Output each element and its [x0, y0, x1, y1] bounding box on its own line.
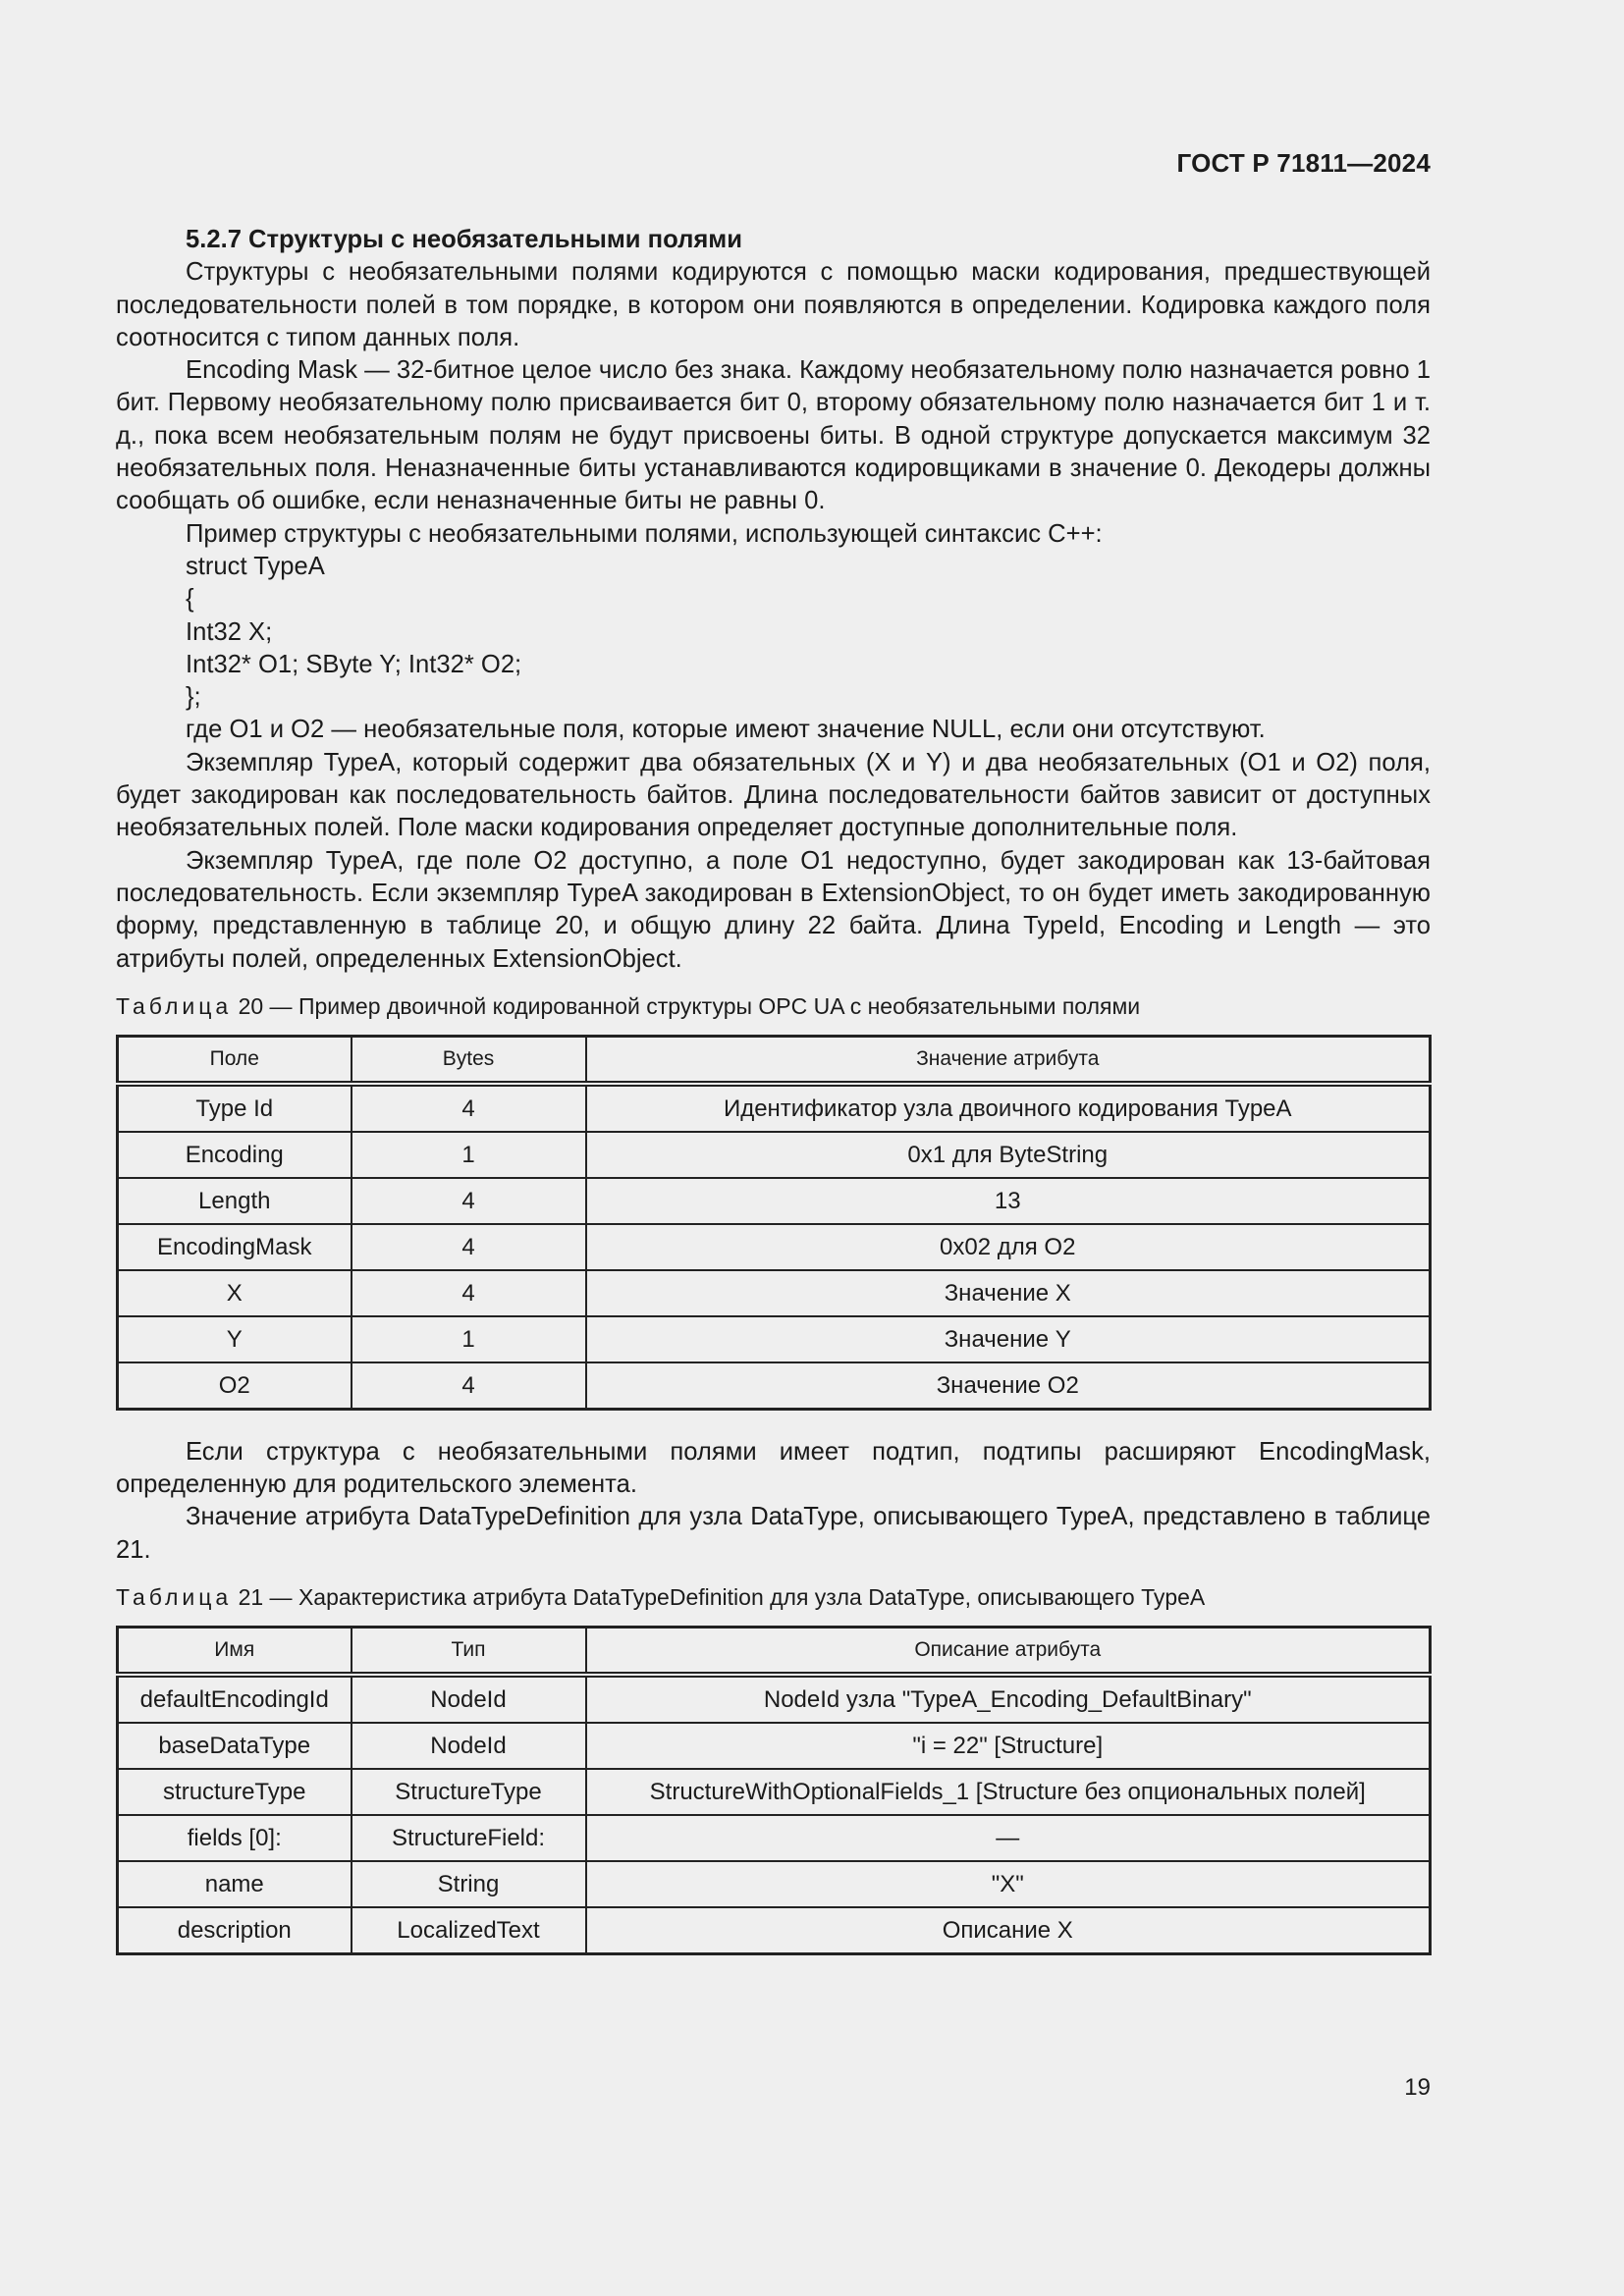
table-cell: "i = 22" [Structure]: [586, 1723, 1431, 1769]
table-cell: NodeId узла "TypeA_Encoding_DefaultBinary": [586, 1675, 1431, 1723]
table-cell: 13: [586, 1178, 1431, 1224]
table-21: [116, 1626, 1432, 1955]
table-cell: 4: [352, 1084, 586, 1132]
table-cell: "X": [586, 1861, 1431, 1907]
document-id: ГОСТ Р 71811—2024: [1176, 148, 1431, 178]
table20-caption: [116, 991, 1431, 1021]
paragraph: Экземпляр TypeA, где поле O2 доступно, а поле O1 недоступно, будет закодирован как 13-байтовая последовательность. Если экземпляр TypeA закодирован в ExtensionObject, то он будет иметь закодированную форму, представленную в таблице 20, и общую длину 22 байта. Длина TypeId, Encoding и Length — это атрибуты полей, определенных ExtensionObject.: [116, 846, 1431, 973]
table-cell: 4: [352, 1270, 586, 1316]
paragraph-group: [116, 1436, 1431, 1567]
page-content: [116, 224, 1431, 1955]
table-cell: description: [118, 1907, 352, 1954]
table-cell: 1: [352, 1132, 586, 1178]
table-cell: —: [586, 1815, 1431, 1861]
table-row: [118, 1861, 1431, 1907]
column-header: Тип: [352, 1628, 586, 1676]
table-cell: NodeId: [352, 1723, 586, 1769]
table-caption-prefix: Таблица: [116, 992, 233, 1019]
table-cell: 4: [352, 1178, 586, 1224]
table-cell: O2: [118, 1362, 352, 1410]
table-caption-text: 20 — Пример двоичной кодированной структуры OPC UA с необязательными полями: [232, 992, 1141, 1019]
table-row: [118, 1907, 1431, 1954]
column-header: Значение атрибута: [586, 1036, 1431, 1084]
table-row: [118, 1084, 1431, 1132]
paragraph-group: [116, 256, 1431, 551]
paragraph: Если структура с необязательными полями имеет подтип, подтипы расширяют EncodingMask, определенную для родительского элемента.: [116, 1437, 1431, 1499]
table-20: [116, 1035, 1432, 1411]
paragraph: Экземпляр TypeA, который содержит два обязательных (X и Y) и два необязательных (O1 и O2) поля, будет закодирован как последовательность байтов. Длина последовательности байтов зависит от доступных необязательных полей. Поле маски кодирования определяет доступные дополнительные поля.: [116, 748, 1431, 842]
table-cell: name: [118, 1861, 352, 1907]
column-header: Описание атрибута: [586, 1628, 1431, 1676]
table-header-row: [118, 1628, 1431, 1676]
table-cell: baseDataType: [118, 1723, 352, 1769]
table21-caption: [116, 1582, 1431, 1612]
table-row: [118, 1815, 1431, 1861]
paragraph-group: [116, 714, 1431, 975]
table-row: [118, 1132, 1431, 1178]
table-cell: 4: [352, 1224, 586, 1270]
table-cell: fields [0]:: [118, 1815, 352, 1861]
paragraph: где O1 и O2 — необязательные поля, которые имеют значение NULL, если они отсутствуют.: [186, 716, 1266, 744]
table-cell: 0x02 для O2: [586, 1224, 1431, 1270]
table-header-row: [118, 1036, 1431, 1084]
table-row: [118, 1224, 1431, 1270]
paragraph: Структуры с необязательными полями кодируются с помощью маски кодирования, предшествующей последовательности полей в том порядке, в котором они появляются в определении. Кодировка каждого поля соотносится с типом данных поля.: [116, 258, 1431, 351]
column-header: Имя: [118, 1628, 352, 1676]
column-header: Bytes: [352, 1036, 586, 1084]
table-row: [118, 1362, 1431, 1410]
table-cell: defaultEncodingId: [118, 1675, 352, 1723]
page-number: 19: [1404, 2074, 1431, 2101]
table-cell: Значение O2: [586, 1362, 1431, 1410]
table-row: [118, 1723, 1431, 1769]
table-cell: StructureType: [352, 1769, 586, 1815]
table-cell: Идентификатор узла двоичного кодирования TypeA: [586, 1084, 1431, 1132]
code-line: struct TypeA: [186, 552, 325, 580]
table-cell: X: [118, 1270, 352, 1316]
table-cell: Length: [118, 1178, 352, 1224]
table-row: [118, 1316, 1431, 1362]
paragraph: Encoding Mask — 32-битное целое число без знака. Каждому необязательному полю назначается ровно 1 бит. Первому необязательному полю присваивается бит 0, второму обязательному полю назначается бит 1 и т. д., пока всем необязательным полям не будут присвоены биты. В одной структуре допускается максимум 32 необязательных поля. Неназначенные биты устанавливаются кодировщиками в значение 0. Декодеры должны сообщать об ошибке, если неназначенные биты не равны 0.: [116, 356, 1431, 515]
paragraph: Пример структуры с необязательными полями, использующей синтаксис С++:: [186, 519, 1103, 548]
table-row: [118, 1769, 1431, 1815]
code-line: Int32* O1; SByte Y; Int32* O2;: [186, 650, 522, 678]
table-cell: StructureWithOptionalFields_1 [Structure без опциональных полей]: [586, 1769, 1431, 1815]
code-line: };: [186, 683, 201, 712]
table-cell: LocalizedText: [352, 1907, 586, 1954]
table-cell: Описание X: [586, 1907, 1431, 1954]
table-cell: 0x1 для ByteString: [586, 1132, 1431, 1178]
table-cell: Y: [118, 1316, 352, 1362]
table-row: [118, 1675, 1431, 1723]
table-cell: 1: [352, 1316, 586, 1362]
table-cell: 4: [352, 1362, 586, 1410]
table-cell: StructureField:: [352, 1815, 586, 1861]
code-example: [116, 551, 1431, 714]
table-cell: structureType: [118, 1769, 352, 1815]
table-cell: Encoding: [118, 1132, 352, 1178]
table-cell: Type Id: [118, 1084, 352, 1132]
section-heading: 5.2.7 Структуры с необязательными полями: [186, 226, 742, 253]
table-caption-text: 21 — Характеристика атрибута DataTypeDefinition для узла DataType, описывающего TypeA: [232, 1584, 1206, 1611]
table-caption-prefix: Таблица: [116, 1584, 233, 1611]
table-cell: Значение X: [586, 1270, 1431, 1316]
table-row: [118, 1270, 1431, 1316]
column-header: Поле: [118, 1036, 352, 1084]
code-line: Int32 X;: [186, 617, 273, 646]
paragraph: Значение атрибута DataTypeDefinition для узла DataType, описывающего TypeA, представлено в таблице 21.: [116, 1503, 1431, 1564]
table-row: [118, 1178, 1431, 1224]
code-line: {: [186, 585, 194, 614]
table-cell: Значение Y: [586, 1316, 1431, 1362]
table-cell: NodeId: [352, 1675, 586, 1723]
table-cell: EncodingMask: [118, 1224, 352, 1270]
table-cell: String: [352, 1861, 586, 1907]
